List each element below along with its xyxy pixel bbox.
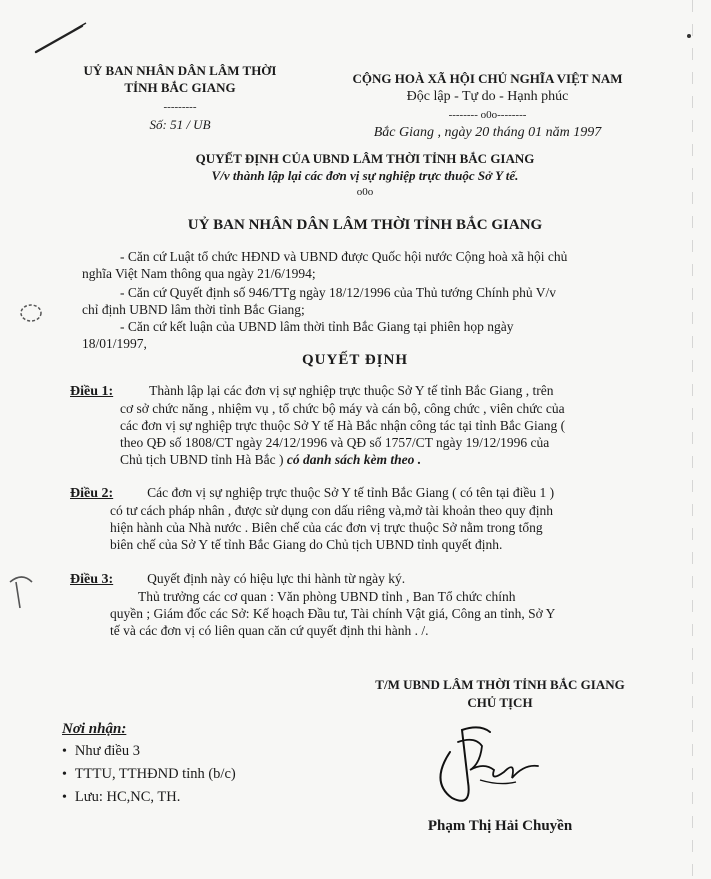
- pen-mark-icon: [30, 18, 90, 58]
- preamble-line: chỉ định UBND lâm thời tỉnh Bắc Giang;: [82, 302, 305, 317]
- article-1-line: cơ sở chức năng , nhiệm vụ , tổ chức bộ máy và cán bộ, công chức , viên chức của: [120, 401, 565, 416]
- article-3-label: Điều 3:: [70, 572, 114, 587]
- article-3-line: tế và các đơn vị có liên quan căn cứ quyết định thi hành . /.: [110, 623, 429, 638]
- signature-block: [355, 676, 645, 712]
- recipients: [62, 721, 362, 809]
- article-3-line: quyền ; Giám đốc các Sở: Kế hoạch Đầu tư, Tài chính Vật giá, Công an tỉnh, Sở Y: [110, 606, 556, 621]
- article-1-line: các đơn vị sự nghiệp trực thuộc Sở Y tế Hà Bắc nhận công tác tại tỉnh Bắc Giang (: [120, 418, 566, 433]
- article-3-line: Thủ trưởng các cơ quan : Văn phòng UBND tỉnh , Ban Tổ chức chính: [138, 589, 516, 604]
- header-org-line1: UỶ BAN NHÂN DÂN LÂM THỜI: [83, 63, 277, 78]
- article-2-line: Các đơn vị sự nghiệp trực thuộc Sở Y tế tỉnh Bắc Giang ( có tên tại điều 1 ): [147, 485, 555, 500]
- scan-dot: [687, 34, 691, 38]
- header-right-separator: -------- o0o--------: [448, 109, 527, 121]
- national-motto: Độc lập - Tự do - Hạnh phúc: [406, 89, 569, 104]
- article-3: [70, 570, 640, 639]
- bullet-icon: •: [62, 790, 67, 805]
- bullet-icon: •: [62, 744, 67, 759]
- article-2-line: hiện hành của Nhà nước . Biên chế của các đơn vị trực thuộc Sở nằm trong tổng: [110, 520, 543, 535]
- signature-on-behalf: T/M UBND LÂM THỜI TỈNH BẮC GIANG: [375, 677, 625, 692]
- bullet-icon: •: [62, 767, 67, 782]
- recipient-text: Như điều 3: [74, 743, 140, 759]
- decision-heading: QUYẾT ĐỊNH: [302, 352, 408, 368]
- decision-title: QUYẾT ĐỊNH CỦA UBND LÂM THỜI TỈNH BẮC GIANG: [195, 151, 535, 166]
- signature-role: CHỦ TỊCH: [467, 695, 533, 710]
- preamble-line: - Căn cứ Quyết định số 946/TTg ngày 18/12/1996 của Thủ tướng Chính phủ V/v: [120, 285, 556, 300]
- punch-hole-icon: [18, 302, 44, 324]
- preamble-line: - Căn cứ Luật tổ chức HĐND và UBND được Quốc hội nước Cộng hoà xã hội chủ: [120, 249, 568, 264]
- article-2-line: biên chế của Sở Y tế tỉnh Bắc Giang do Chủ tịch UBND tỉnh quyết định.: [110, 537, 503, 552]
- recipients-heading: Nơi nhận:: [62, 721, 127, 737]
- country-name: CỘNG HOÀ XÃ HỘI CHỦ NGHĨA VIỆT NAM: [352, 71, 623, 86]
- issuing-authority: UỶ BAN NHÂN DÂN LÂM THỜI TỈNH BẮC GIANG: [187, 217, 543, 233]
- punch-hole-icon: [2, 572, 36, 612]
- article-2-label: Điều 2:: [70, 486, 114, 501]
- article-1-label: Điều 1:: [70, 384, 114, 399]
- article-1: [70, 382, 640, 468]
- preamble: [82, 248, 642, 352]
- preamble-line: nghĩa Việt Nam thông qua ngày 21/6/1994;: [82, 266, 316, 281]
- title-ornament: o0o: [356, 186, 374, 198]
- article-1-line: theo QĐ số 1808/CT ngày 24/12/1996 và QĐ số 1757/CT ngày 19/12/1996 của: [120, 435, 550, 450]
- recipient-text: Lưu: HC,NC, TH.: [74, 789, 181, 805]
- decision-subject: V/v thành lập lại các đơn vị sự nghiệp trực thuộc Sở Y tế.: [211, 168, 519, 183]
- document-number: Số: 51 / UB: [149, 117, 211, 132]
- handwritten-signature: [420, 712, 560, 812]
- signatory-name: Phạm Thị Hải Chuyền: [427, 818, 573, 834]
- article-3-line: Quyết định này có hiệu lực thi hành từ ngày ký.: [147, 571, 406, 586]
- header-org-line2: TỈNH BẮC GIANG: [124, 80, 236, 95]
- preamble-line: 18/01/1997,: [82, 336, 147, 351]
- header-left-separator: ---------: [163, 101, 197, 113]
- preamble-line: - Căn cứ kết luận của UBND lâm thời tỉnh Bắc Giang tại phiên họp ngày: [120, 319, 514, 334]
- article-2: [70, 484, 640, 553]
- recipient-item: [62, 786, 362, 809]
- article-1-line: Chủ tịch UBND tỉnh Hà Bắc ): [120, 452, 284, 467]
- scan-edge-mark: [692, 0, 693, 879]
- article-1-attachment-note: có danh sách kèm theo .: [283, 452, 422, 467]
- recipient-item: [62, 763, 362, 786]
- recipient-text: TTTU, TTHĐND tỉnh (b/c): [74, 766, 236, 782]
- recipient-item: [62, 740, 362, 763]
- article-1-line: Thành lập lại các đơn vị sự nghiệp trực thuộc Sở Y tế tỉnh Bắc Giang , trên: [149, 383, 554, 398]
- document-date: Bắc Giang , ngày 20 tháng 01 năm 1997: [373, 125, 602, 140]
- article-2-line: có tư cách pháp nhân , được sử dụng con dấu riêng và,mở tài khoản theo quy định: [110, 503, 553, 518]
